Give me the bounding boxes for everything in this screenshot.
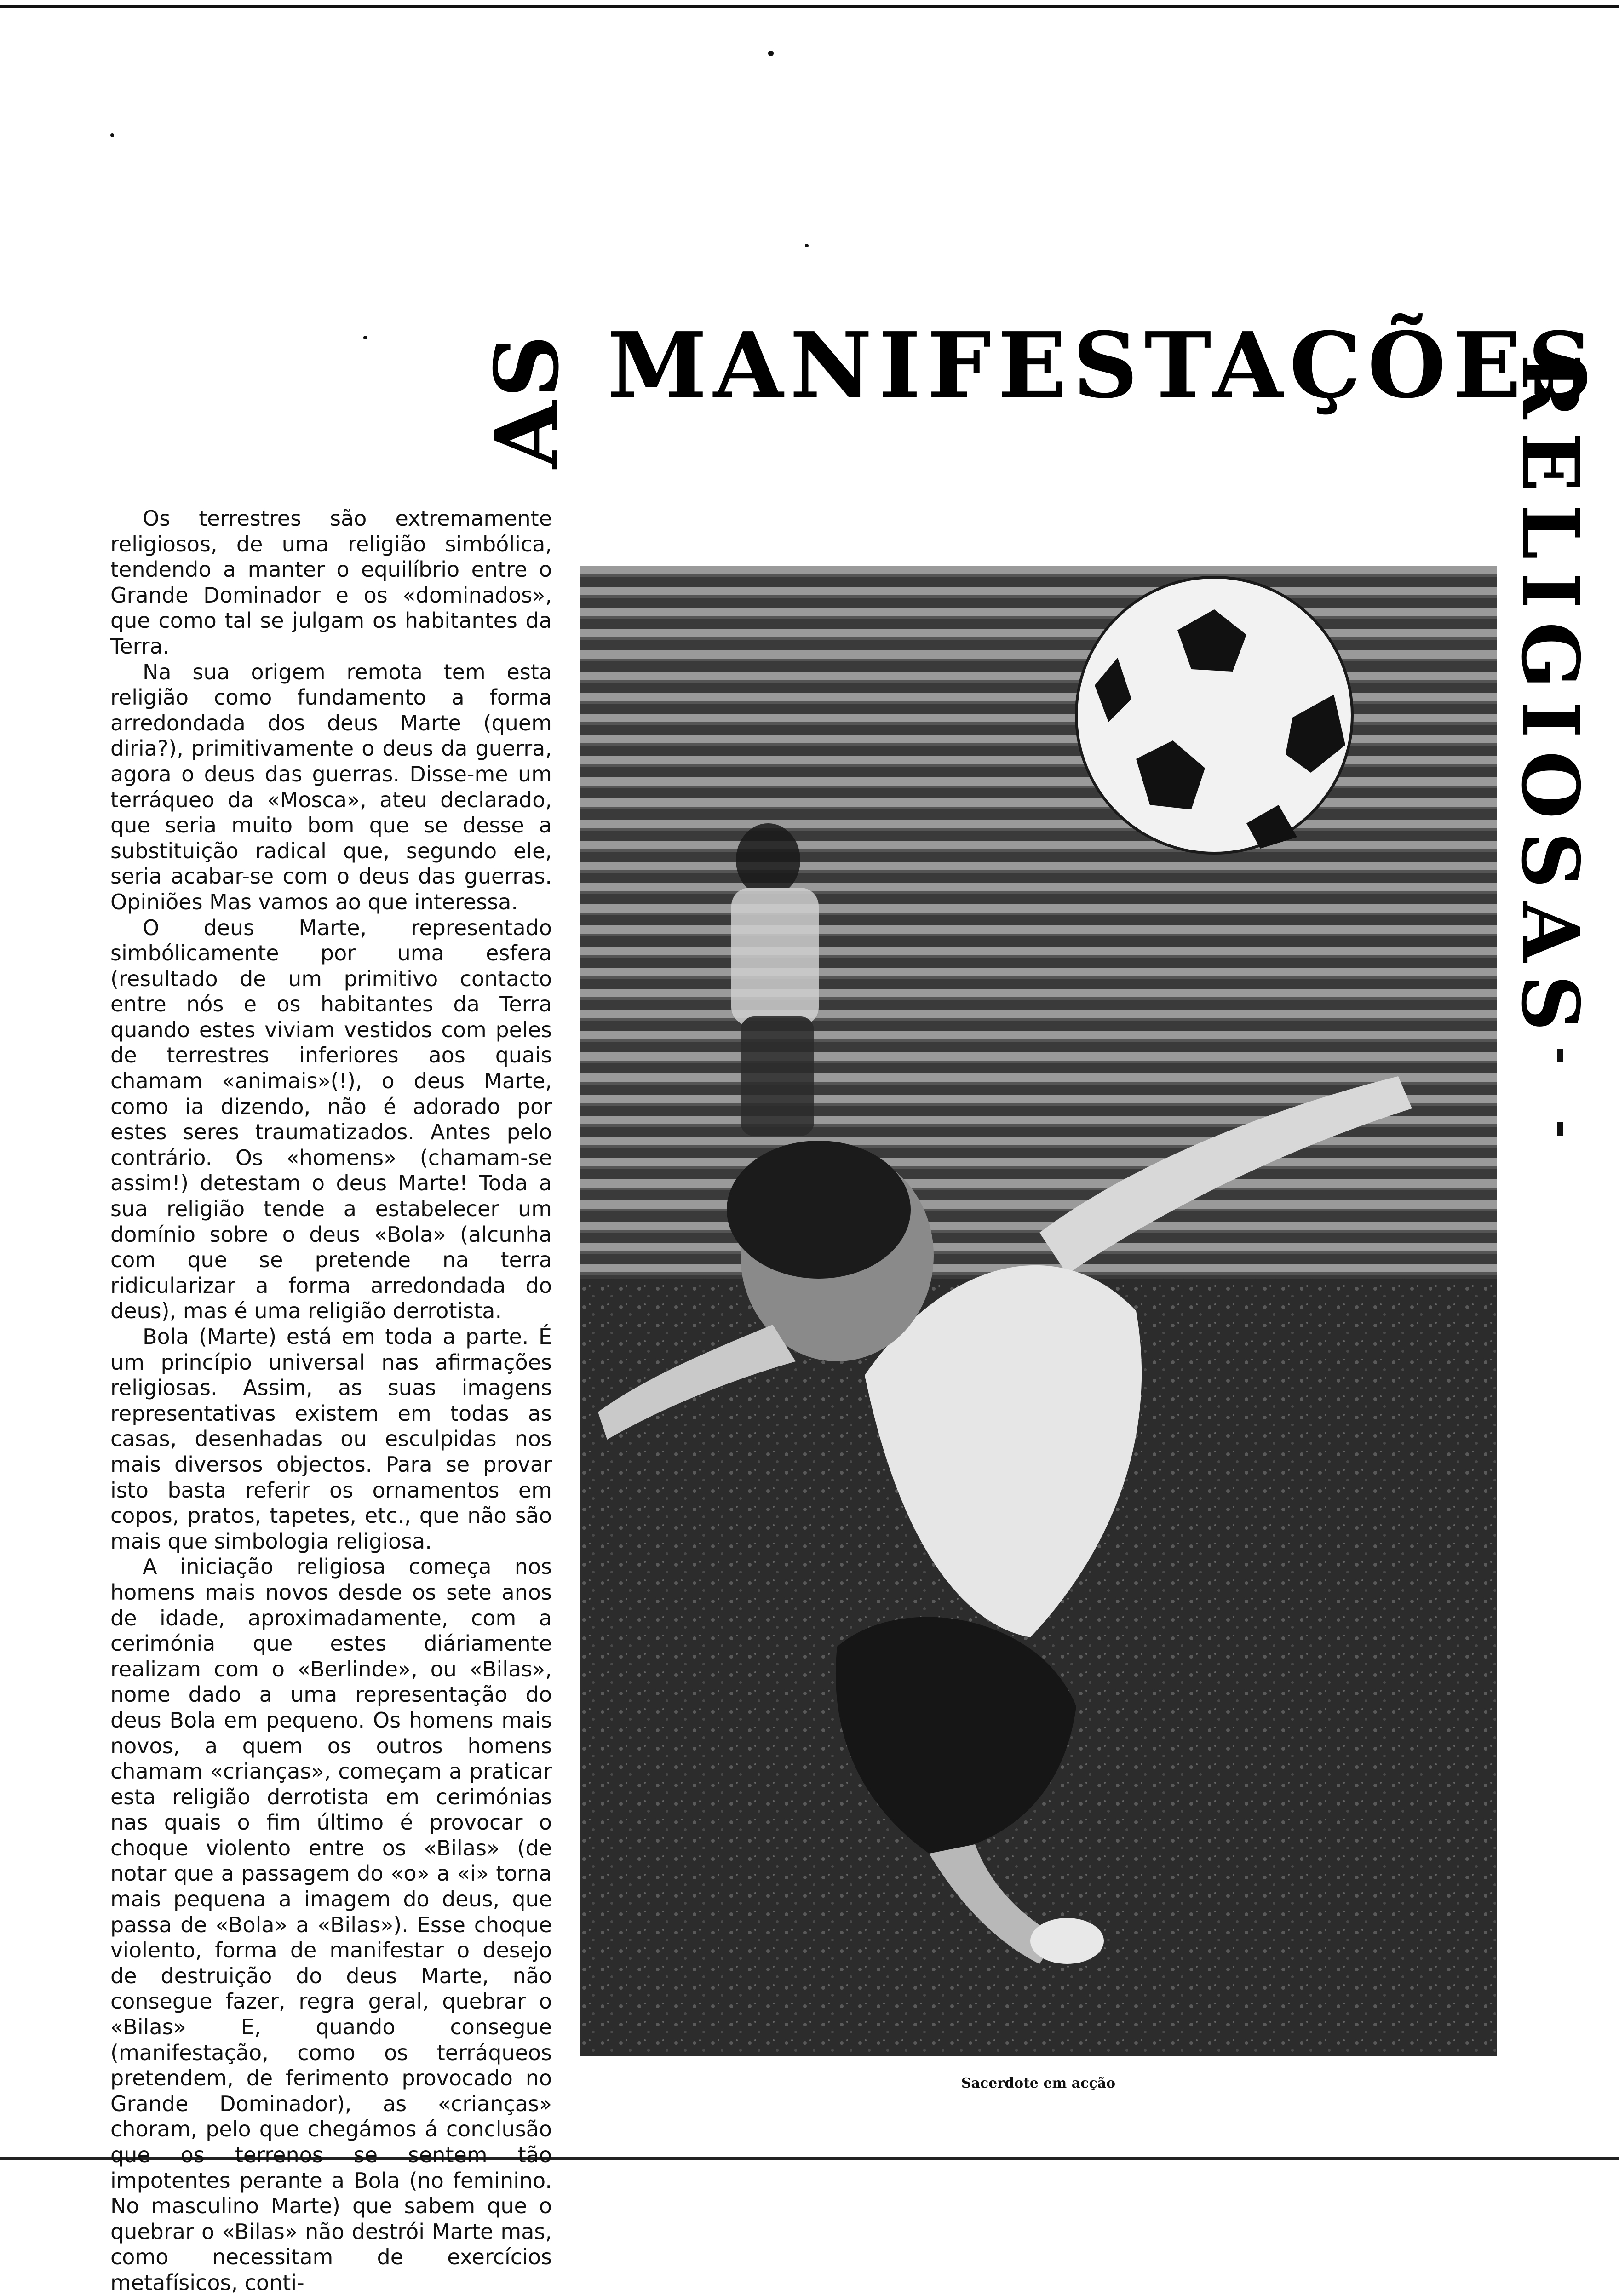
headline-vertical-word-text: RELIGIOSAS (1504, 354, 1596, 1045)
margin-mark (1557, 1122, 1563, 1136)
headline-main-word: MANIFESTAÇÕES (607, 313, 1599, 419)
headline-first-word-text: AS (475, 332, 578, 469)
article-body (110, 506, 552, 2295)
print-speck (805, 244, 809, 247)
headline-first-word (465, 332, 589, 469)
page-top-rule (0, 5, 1619, 8)
football-player-photo-icon (580, 566, 1497, 2056)
article-paragraph: A iniciação religiosa começa nos homens mais novos desde os sete anos de idade, aproximadamente, com a cerimónia que estes diáriamente realizam com o «Berlinde», ou «Bilas», nome dado a uma representação do deus Bola em pequeno. Os homens mais novos, a quem os outros homens chamam «crianças», começam a praticar esta religião derrotista em cerimónias nas quais o fim último é provocar o choque violento entre os «Bilas» (de notar que a passagem do «o» a «i» torna mais pequena a imagem do deus, que passa de «Bola» a «Bilas»). Esse choque violento, forma de manifestar o desejo de destruição do deus Marte, não consegue fazer, regra geral, quebrar o «Bilas» E, quando consegue (manifestação, como os terráqueos pretendem, de ferimento provocado no Grande Dominador), as «crianças» choram, pelo que chegámos á conclusão que os terrenos se sentem tão impotentes perante a Bola (no feminino. No masculino Marte) que sabem que o quebrar o «Bilas» não destrói Marte mas, como necessitam de exercícios metafísicos, conti- (110, 1554, 552, 2295)
article-photo (580, 566, 1497, 2056)
article-paragraph: Bola (Marte) está em toda a parte. É um princípio universal nas afirmações religiosas. Assim, as suas imagens representativas existem em todas as casas, desenhadas ou esculpidas nos mais diversos objectos. Para se provar isto basta referir os ornamentos em copos, pratos, tapetes, etc., que não são mais que simbologia religiosa. (110, 1324, 552, 1554)
photo-caption: Sacerdote em acção (961, 2075, 1116, 2091)
print-speck (768, 51, 774, 56)
print-speck (363, 336, 367, 339)
headline-vertical-word (1504, 354, 1596, 1045)
print-speck (110, 133, 114, 137)
article-paragraph: Os terrestres são extremamente religiosos, de uma religião simbólica, tendendo a manter o equilíbrio entre o Grande Dominador e os «dominados», que como tal se julgam os habitantes da Terra. (110, 506, 552, 659)
margin-mark (1557, 1049, 1563, 1062)
article-paragraph: Na sua origem remota tem esta religião como fundamento a forma arredondada dos deus Marte (quem diria?), primitivamente o deus da guerra, agora o deus das guerras. Disse-me um terráqueo da «Mosca», ateu declarado, que seria muito bom que se desse a substituição radical que, segundo ele, seria acabar-se com o deus das guerras. Opiniões Mas vamos ao que interessa. (110, 659, 552, 914)
article-paragraph: O deus Marte, representado simbólicamente por uma esfera (resultado de um primitivo contacto entre nós e os habitantes da Terra quando estes viviam vestidos com peles de terrestres inferiores aos quais chamam «animais»(!), o deus Marte, como ia dizendo, não é adorado por estes seres traumatizados. Antes pelo contrário. Os «homens» (chamam-se assim!) detestam o deus Marte! Toda a sua religião tende a estabelecer um domínio sobre o deus «Bola» (alcunha com que se pretende na terra ridicularizar a forma arredondada do deus), mas é uma religião derrotista. (110, 915, 552, 1324)
